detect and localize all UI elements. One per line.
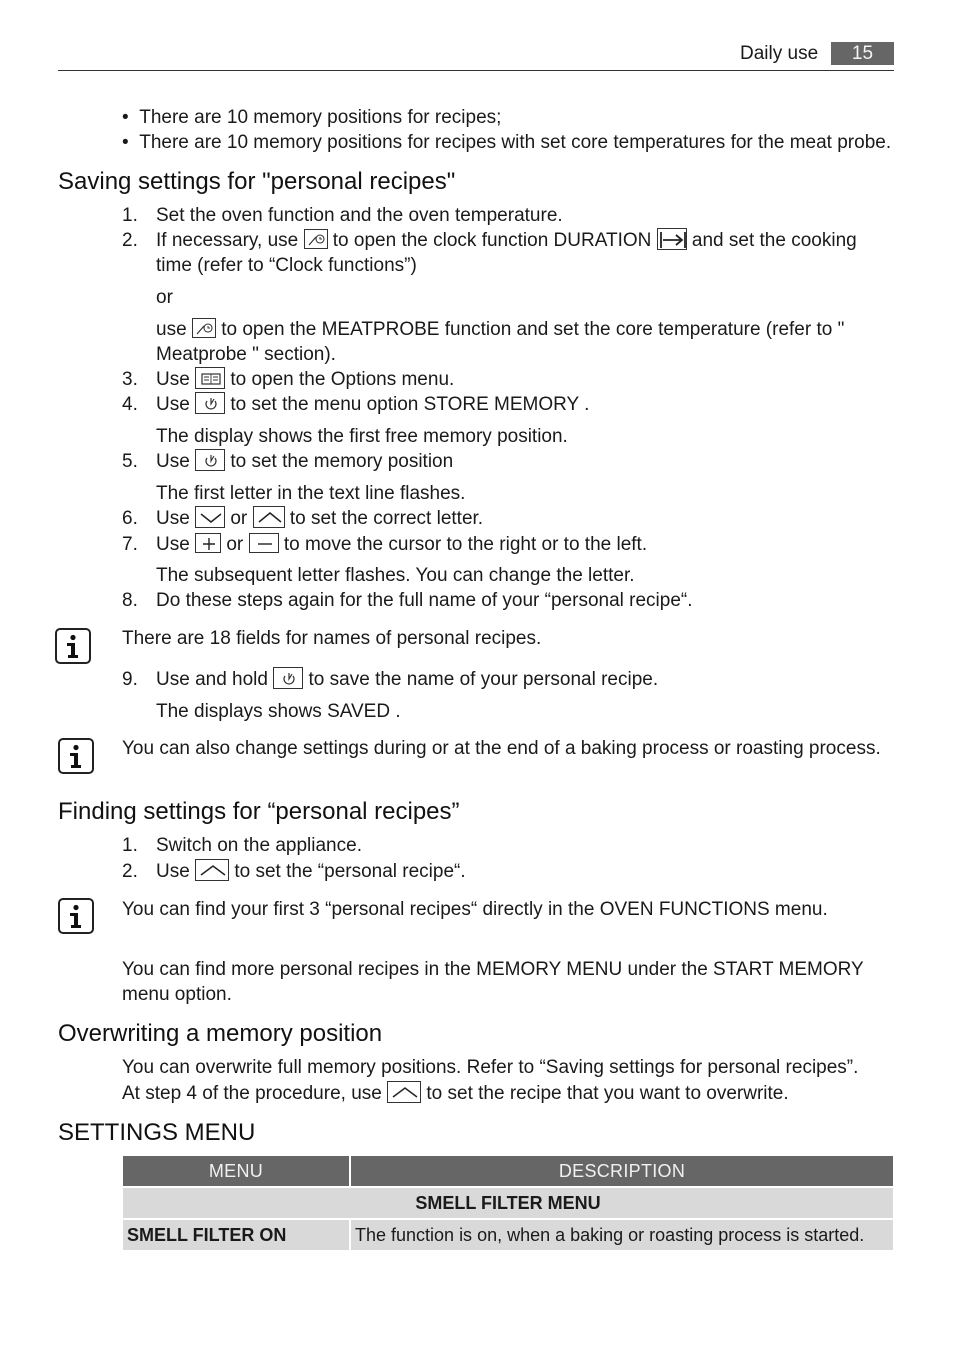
down-icon <box>195 506 225 528</box>
up-icon <box>253 506 285 528</box>
heading-settings-menu: SETTINGS MENU <box>58 1119 256 1146</box>
column-description: DESCRIPTION <box>351 1156 893 1186</box>
minus-icon <box>249 533 279 553</box>
info-text-fields: There are 18 fields for names of personal recipes. <box>122 628 542 649</box>
step-4-note: The display shows the first free memory position. <box>156 426 568 447</box>
ok-icon <box>195 392 225 414</box>
step-7-note: The subsequent letter flashes. You can change the letter. <box>156 565 635 586</box>
group-smell-filter: SMELL FILTER MENU <box>123 1188 893 1218</box>
overwrite-p1: You can overwrite full memory positions. Refer to “Saving settings for personal recipes”. <box>122 1057 859 1078</box>
step-2-cont: time (refer to “Clock functions”) <box>156 255 417 276</box>
overwrite-p2: At step 4 of the procedure, use to set the recipe that you want to overwrite. <box>122 1083 789 1104</box>
step-9-note: The displays shows SAVED . <box>156 701 401 722</box>
ok-icon <box>195 449 225 471</box>
page-number: 15 <box>831 42 894 65</box>
clock-icon <box>304 229 328 249</box>
bullet-2: • There are 10 memory positions for recipes with set core temperatures for the meat probe. <box>122 132 892 153</box>
step-5-note: The first letter in the text line flashes. <box>156 483 466 504</box>
bullet-1: • There are 10 memory positions for recipes; <box>122 107 502 128</box>
heading-finding: Finding settings for “personal recipes” <box>58 798 460 825</box>
up-icon <box>387 1081 421 1103</box>
table-row <box>123 1220 893 1250</box>
info-icon <box>58 738 94 774</box>
duration-icon <box>657 228 687 250</box>
step-2-alt-cont: Meatprobe " section). <box>156 344 336 365</box>
step-2-alt: use to open the MEATPROBE function and set the core temperature (refer to " <box>156 319 845 340</box>
info-icon <box>58 898 94 934</box>
info-text-more-b: menu option. <box>122 984 232 1005</box>
header-rule <box>58 70 894 71</box>
heading-saving: Saving settings for "personal recipes" <box>58 168 456 195</box>
header-section: Daily use <box>740 43 819 64</box>
row-description: The function is on, when a baking or roasting process is started. <box>351 1220 893 1250</box>
options-menu-icon <box>195 367 225 389</box>
table-group-row <box>123 1188 893 1218</box>
heading-overwrite: Overwriting a memory position <box>58 1020 383 1047</box>
plus-icon <box>195 533 221 553</box>
column-menu: MENU <box>123 1156 349 1186</box>
or-text: or <box>156 287 173 308</box>
info-icon <box>55 628 91 664</box>
info-text-change: You can also change settings during or at the end of a baking process or roasting process. <box>122 738 881 759</box>
ok-icon <box>273 667 303 689</box>
clock-icon <box>192 318 216 338</box>
row-menu-name: SMELL FILTER ON <box>123 1220 349 1250</box>
info-text-more-a: You can find more personal recipes in the MEMORY MENU under the START MEMORY <box>122 959 864 980</box>
up-icon <box>195 859 229 881</box>
table-header-row <box>123 1156 893 1186</box>
settings-table <box>121 1154 895 1252</box>
info-text-first3: You can find your first 3 “personal recipes“ directly in the OVEN FUNCTIONS menu. <box>122 899 828 920</box>
